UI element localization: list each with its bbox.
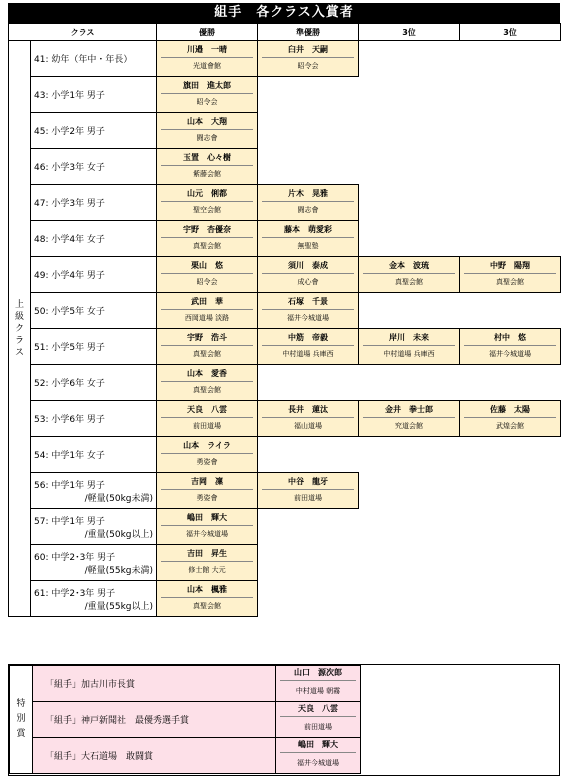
class-name [31, 113, 157, 149]
winner-cell [258, 185, 359, 221]
winner-name: 藤本 萌愛彩 [262, 223, 354, 238]
table-row [9, 77, 561, 113]
empty-cell [460, 473, 561, 509]
winner-dojo: 真聖会館 [193, 242, 222, 250]
class-label: 43: 小学1年 男子 [34, 91, 105, 101]
table-row [9, 365, 561, 401]
winner-name: 山本 楓雅 [161, 583, 253, 598]
winner-dojo: 中村道場 兵庫西 [383, 350, 435, 358]
winner-name: 旗田 進太郎 [161, 79, 253, 94]
award-winner-dojo: 中村道場 朝霧 [295, 687, 341, 695]
table-row [9, 509, 561, 545]
class-name [31, 329, 157, 365]
winner-cell [157, 77, 258, 113]
class-sublabel: /重量(55kg以上) [84, 601, 154, 612]
class-name [31, 545, 157, 581]
winner-name: 吉田 昇生 [161, 547, 253, 562]
class-name [31, 149, 157, 185]
winner-dojo: 真聖会館 [395, 278, 424, 286]
empty-cell [460, 77, 561, 113]
award-winner-cell [276, 702, 361, 738]
winner-cell [258, 257, 359, 293]
winner-name: 片木 晃雅 [262, 187, 354, 202]
winner-dojo: 福井今城道場 [489, 350, 532, 358]
empty-cell [460, 185, 561, 221]
winner-dojo: 真聖会館 [496, 278, 525, 286]
special-row [10, 702, 361, 738]
winner-name: 武田 華 [161, 295, 253, 310]
award-winner-name: 嶋田 輝大 [280, 738, 356, 753]
special-awards-section [8, 664, 560, 776]
page-title: 組手 各クラス入賞者 [8, 3, 560, 23]
winner-name: 岸川 未来 [363, 331, 455, 346]
winner-cell [258, 221, 359, 257]
winner-name: 臼井 天嗣 [262, 43, 354, 58]
table-row [9, 185, 561, 221]
empty-cell [460, 221, 561, 257]
header-third-b: 3位 [460, 24, 561, 41]
header-third-a: 3位 [359, 24, 460, 41]
winner-cell [258, 401, 359, 437]
winner-cell [258, 329, 359, 365]
winner-cell [258, 41, 359, 77]
empty-cell [258, 113, 359, 149]
results-table [8, 23, 561, 617]
empty-cell [359, 149, 460, 185]
winner-name: 石塚 千景 [262, 295, 354, 310]
class-label: 56: 中学1年 男子 [34, 480, 105, 491]
winner-cell [157, 545, 258, 581]
winner-cell [258, 293, 359, 329]
winner-cell [359, 401, 460, 437]
winner-name: 宇野 浩斗 [161, 331, 253, 346]
winner-dojo: 闘志會 [196, 134, 218, 142]
empty-cell [359, 41, 460, 77]
winner-cell [460, 257, 561, 293]
empty-cell [460, 41, 561, 77]
winner-dojo: 勇姿會 [196, 494, 218, 502]
award-winner-name: 山口 源次郎 [280, 666, 356, 681]
winner-dojo: 武煌会館 [496, 422, 525, 430]
empty-cell [460, 365, 561, 401]
winner-name: 中谷 龍牙 [262, 475, 354, 490]
header-row [9, 24, 561, 41]
category-char: ラ [14, 335, 24, 346]
special-category-char: 賞 [16, 729, 26, 739]
empty-cell [460, 545, 561, 581]
class-name [31, 365, 157, 401]
winner-dojo: 前田道場 [294, 494, 323, 502]
winner-name: 中筋 帝毅 [262, 331, 354, 346]
winner-name: 村中 悠 [464, 331, 556, 346]
award-winner-dojo: 福井今城道場 [297, 759, 339, 767]
winner-name: 中野 陽翔 [464, 259, 556, 274]
winner-name: 佐藤 太陽 [464, 403, 556, 418]
empty-cell [359, 77, 460, 113]
winner-cell [258, 473, 359, 509]
class-name [31, 437, 157, 473]
winner-cell [157, 149, 258, 185]
award-name: 「組手」大石道場 敢闘賞 [33, 738, 276, 774]
winner-name: 須川 泰成 [262, 259, 354, 274]
special-row [10, 738, 361, 774]
empty-cell [258, 365, 359, 401]
winner-dojo: 修士館 大元 [188, 566, 226, 574]
empty-cell [359, 365, 460, 401]
class-name [31, 293, 157, 329]
results-section [8, 3, 560, 617]
class-label: 60: 中学2･3年 男子 [34, 552, 116, 563]
class-name [31, 257, 157, 293]
category-char: 上 [14, 299, 24, 310]
empty-cell [460, 581, 561, 617]
class-name [31, 41, 157, 77]
winner-name: 川邉 一晴 [161, 43, 253, 58]
winner-dojo: 究道会館 [395, 422, 424, 430]
empty-cell [460, 149, 561, 185]
class-label: 50: 小学5年 女子 [34, 307, 105, 317]
empty-cell [359, 113, 460, 149]
winner-dojo: 真聖会館 [193, 602, 222, 610]
winner-cell [460, 329, 561, 365]
header-second: 準優勝 [258, 24, 359, 41]
winner-cell [157, 329, 258, 365]
winner-name: 天良 八雲 [161, 403, 253, 418]
award-winner-cell [276, 666, 361, 702]
winner-cell [157, 401, 258, 437]
empty-cell [258, 437, 359, 473]
category-char: ク [14, 323, 24, 334]
class-label: 52: 小学6年 女子 [34, 379, 105, 389]
winner-name: 吉岡 凜 [161, 475, 253, 490]
winner-cell [157, 473, 258, 509]
special-category-char: 特 [16, 699, 26, 709]
special-category-label [10, 666, 33, 774]
winner-cell [157, 437, 258, 473]
winner-dojo: 福井今城道場 [287, 314, 330, 322]
empty-cell [359, 437, 460, 473]
class-label: 45: 小学2年 男子 [34, 127, 105, 137]
winner-dojo: 中村道場 兵庫西 [282, 350, 334, 358]
empty-cell [460, 113, 561, 149]
class-name [31, 509, 157, 545]
empty-cell [359, 221, 460, 257]
winner-dojo: 無聖塾 [297, 242, 319, 250]
award-name: 「組手」加古川市長賞 [33, 666, 276, 702]
winner-name: 山本 愛香 [161, 367, 253, 382]
winner-cell [157, 257, 258, 293]
class-name [31, 473, 157, 509]
class-label: 41: 幼年（年中・年長） [34, 55, 133, 65]
winner-dojo: 光道會館 [193, 62, 222, 70]
empty-cell [258, 545, 359, 581]
class-label: 51: 小学5年 男子 [34, 343, 105, 353]
table-row [9, 149, 561, 185]
header-class: クラス [9, 24, 157, 41]
table-row [9, 113, 561, 149]
winner-dojo: 聖空会館 [193, 206, 222, 214]
winner-cell [359, 257, 460, 293]
table-row [9, 329, 561, 365]
table-row [9, 401, 561, 437]
empty-cell [460, 437, 561, 473]
class-sublabel: /軽量(50kg未満) [84, 493, 154, 504]
empty-cell [258, 581, 359, 617]
category-char: ス [14, 347, 24, 358]
class-sublabel: /軽量(55kg未満) [84, 565, 154, 576]
award-winner-dojo: 前田道場 [304, 723, 332, 731]
winner-cell [157, 113, 258, 149]
class-label: 47: 小学3年 男子 [34, 199, 105, 209]
table-row [9, 293, 561, 329]
empty-cell [359, 473, 460, 509]
winner-name: 嶋田 輝大 [161, 511, 253, 526]
winner-dojo: 前田道場 [193, 422, 222, 430]
special-row [10, 666, 361, 702]
table-row [9, 221, 561, 257]
class-label: 53: 小学6年 男子 [34, 415, 105, 425]
category-label [9, 41, 31, 617]
winner-cell [157, 365, 258, 401]
winner-dojo: 昭令会 [196, 278, 218, 286]
winner-name: 山本 大翔 [161, 115, 253, 130]
table-row [9, 545, 561, 581]
table-row [9, 581, 561, 617]
winner-name: 宇野 杏優奈 [161, 223, 253, 238]
table-row [9, 257, 561, 293]
class-label: 61: 中学2･3年 男子 [34, 588, 116, 599]
winner-dojo: 勇姿會 [196, 458, 218, 466]
empty-cell [359, 293, 460, 329]
award-name: 「組手」神戸新聞社 最優秀選手賞 [33, 702, 276, 738]
winner-dojo: 真聖会館 [193, 386, 222, 394]
winner-name: 金本 波琉 [363, 259, 455, 274]
table-row [9, 41, 561, 77]
class-label: 49: 小学4年 男子 [34, 271, 105, 281]
winner-cell [359, 329, 460, 365]
class-name [31, 401, 157, 437]
winner-dojo: 福井今城道場 [186, 530, 229, 538]
table-row [9, 437, 561, 473]
winner-dojo: 真聖会館 [193, 350, 222, 358]
winner-name: 金井 拳士郎 [363, 403, 455, 418]
winner-dojo: 昭令会 [297, 62, 319, 70]
winner-dojo: 紫藤会館 [193, 170, 222, 178]
winner-name: 玉置 心々樹 [161, 151, 253, 166]
winner-name: 山元 俐都 [161, 187, 253, 202]
class-name [31, 77, 157, 113]
class-label: 57: 中学1年 男子 [34, 516, 105, 527]
empty-cell [460, 509, 561, 545]
winner-dojo: 昭令会 [196, 98, 218, 106]
winner-dojo: 闘志會 [297, 206, 319, 214]
winner-dojo: 福山道場 [294, 422, 323, 430]
empty-cell [258, 149, 359, 185]
class-name [31, 221, 157, 257]
empty-cell [359, 509, 460, 545]
category-char: 級 [14, 311, 24, 322]
winner-cell [157, 581, 258, 617]
award-winner-name: 天良 八雲 [280, 702, 356, 717]
winner-cell [157, 509, 258, 545]
winner-dojo: 西岡道場 淡路 [184, 314, 230, 322]
class-label: 48: 小学4年 女子 [34, 235, 105, 245]
table-row [9, 473, 561, 509]
empty-cell [359, 581, 460, 617]
empty-cell [460, 293, 561, 329]
class-name [31, 581, 157, 617]
empty-cell [359, 545, 460, 581]
winner-dojo: 成心會 [297, 278, 319, 286]
class-name [31, 185, 157, 221]
class-label: 46: 小学3年 女子 [34, 163, 105, 173]
winner-name: 栗山 悠 [161, 259, 253, 274]
winner-cell [157, 41, 258, 77]
winner-cell [157, 221, 258, 257]
winner-cell [460, 401, 561, 437]
winner-cell [157, 185, 258, 221]
empty-cell [359, 185, 460, 221]
empty-cell [258, 77, 359, 113]
class-sublabel: /重量(50kg以上) [84, 529, 154, 540]
winner-name: 長井 蓮汰 [262, 403, 354, 418]
header-first: 優勝 [157, 24, 258, 41]
award-winner-cell [276, 738, 361, 774]
winner-cell [157, 293, 258, 329]
empty-cell [258, 509, 359, 545]
special-category-char: 別 [16, 714, 26, 724]
class-label: 54: 中学1年 女子 [34, 451, 105, 461]
special-awards-table [9, 665, 361, 774]
winner-name: 山本 ライラ [161, 439, 253, 454]
